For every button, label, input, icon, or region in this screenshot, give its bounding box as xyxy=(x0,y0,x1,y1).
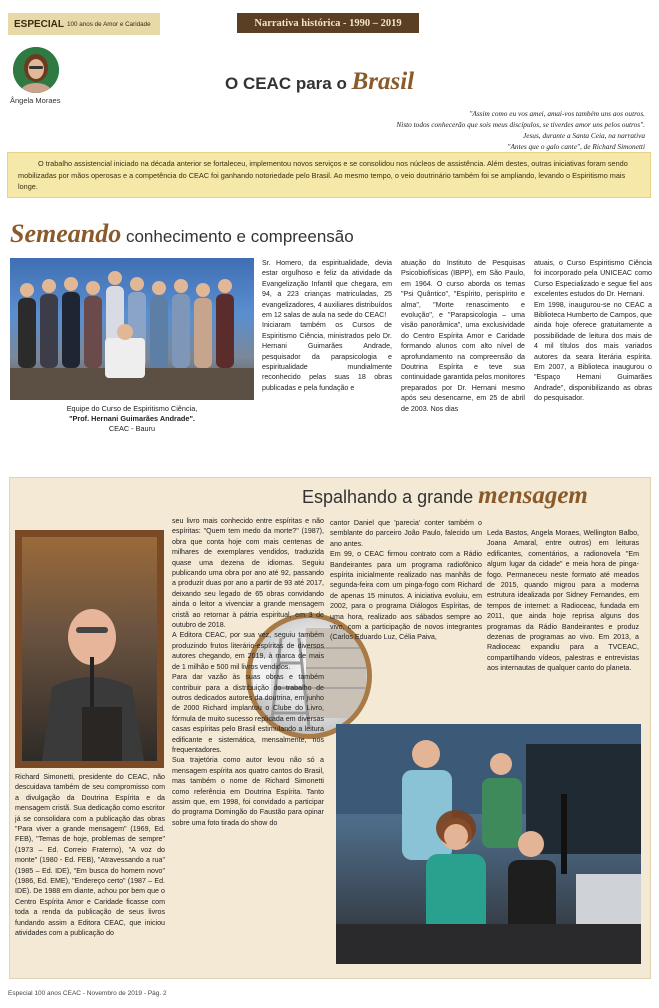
section1-column: atuação do Instituto de Pesquisas Psicobiofísicas (IBPP), em São Paulo, em 1964. O curso aborda os temas "Psi Quântico", "Espírito, perispírito e alma", "Morte renascimento e evolução", e "Parapsicologia – uma visão panorâmica", uma exclusividade do Centro Espírita Amor e Caridade formando alunos com alto nível de aprofundamento na compreensão da Doutrina Espírita e teve sua continuidade garantida pelos monitores preparados por Dr. Hernani mesmo após seu desencarne, em 25 de abril de 2003. Nos dias xyxy=(401,259,525,413)
section1-title-rest: conhecimento e compreensão xyxy=(121,227,354,246)
section1-title-emphasis: Semeando xyxy=(10,219,122,248)
author-name: Ângela Moraes xyxy=(10,96,61,105)
caption-line: CEAC - Bauru xyxy=(108,424,156,433)
narrative-banner: Narrativa histórica - 1990 – 2019 xyxy=(237,13,419,33)
epigraph-line: Nisto todos conhecerão que sois meus discípulos, se tiverdes amor uns pelos outros". xyxy=(396,120,645,129)
section2-column: Richard Simonetti, presidente do CEAC, não descuidava também de seu compromisso com a divulgação da Doutrina Espírita e da mensagem cristã. Sua dedicação como escritor já se consolidara com a publicação das obras "Para viver a grande mensagem" (1969, Ed. FEB), "Temas de hoje, problemas de sempre" (1973 – Ed. Correio Fraterno), "A voz do monte" (1980 - Ed. FEB), "Atravessando a rua" (1985 – Ed. IDE), "Em busca do homem novo" (1986, Ed. EME), "Endereço certo" (1987 – Ed. IDE). De 1988 em diante, achou por bem que o Centro Espírita Amor e Caridade ficasse com toda a renda da publicação de seus livros fundando assim a Editora CEAC, que iniciou atividades com a publicação do xyxy=(15,773,165,938)
epigraph xyxy=(225,108,645,152)
section-header xyxy=(8,13,160,35)
section1-title xyxy=(10,219,354,249)
epigraph-line: "Antes que o galo cante", de Richard Simonetti xyxy=(507,142,645,151)
team-photo-caption xyxy=(10,404,254,434)
page-title-emphasis: Brasil xyxy=(351,68,415,95)
team-photo xyxy=(10,258,254,400)
page-title xyxy=(225,68,414,96)
section1-column: atuais, o Curso Espiritismo Ciência foi incorporado pela UNICEAC como Curso Especializado e segue fiel aos excelentes estudos do Dr. Hernani. Em 1998, inaugurou-se no CEAC a Biblioteca Humberto de Campos, que ainda hoje oferece gratuitamente a possibilidade de leitura dos mais de 4 mil títulos dos mais variados autores da seara literária espírita. Em 2007, a Biblioteca inaugurou o "Espaço Hemani Guimarães Andrade", disponibilizando as obras do pesquisador. xyxy=(534,259,652,403)
intro-box: O trabalho assistencial iniciado na década anterior se fortaleceu, implementou novos serviços e se consolidou nos núcleos de assistência. Além destes, outras iniciativas foram sendo mobilizadas por mãos operosas e a competência do CEAC foi ganhando notoriedade pelo Brasil. Ao mesmo tempo, o veio doutrinário também foi se ampliando, levando o Espiritismo mais longe. xyxy=(7,152,651,198)
section-kicker: ESPECIAL xyxy=(14,18,65,30)
radio-studio-photo xyxy=(336,724,641,964)
caption-line: "Prof. Hernani Guimarães Andrade". xyxy=(69,414,195,423)
speaker-photo xyxy=(15,530,164,768)
section1-column: Sr. Homero, da espiritualidade, devia estar orgulhoso e feliz da atividade da Evangelização Infantil que chegara, em 94, a 223 crianças matriculadas, 25 evangelizadores, 4 auxiliares distribuídos em 12 salas de aula na sede do CEAC! Iniciaram também os Cursos de Espiritismo Ciência, ministrados pelo Dr. Hernani Guimarães Andrade, pesquisador da parapsicologia e espiritualidade mundialmente reconhecido pelas suas 18 obras publicadas e pela fundação e xyxy=(262,259,392,392)
section2-title-emphasis: mensagem xyxy=(478,482,588,509)
section2-column: Leda Bastos, Angela Moraes, Wellington Balbo, Joana Amaral, entre outros) em leituras edificantes, comentários, a radionovela "Em algum lugar da cidade" e meia hora de pinga-fogo. Permaneceu neste formato até meados de 2015, quando migrou para a moderna estrutura idealizada por Sidney Fernandes, em tempos de internet: a Radioceac, fundada em 2011, que ainda hoje reprisa alguns dos programas da Rádio Bandeirantes e produz dezenas de programas ao vivo. Em 2013, a Radioceac expandiu para a TVCEAC, compartilhando vídeos, palestras e entrevistas aos internautas de qualquer canto do planeta. xyxy=(487,529,639,673)
section-subtitle: 100 anos de Amor e Caridade xyxy=(67,20,151,28)
section2-title xyxy=(302,482,588,510)
page-footer: Especial 100 anos CEAC - Novembro de 2019 - Pág. 2 xyxy=(8,990,167,997)
section2-title-rest: Espalhando a grande xyxy=(302,487,479,507)
page-title-prefix: O CEAC para o xyxy=(225,74,352,93)
epigraph-line: Jesus, durante a Santa Ceia, na narrativa xyxy=(522,131,645,140)
section2-column: seu livro mais conhecido entre espíritas e não espíritas: "Quem tem medo da morte?" (1987), obra que conta hoje com mais centenas de milhares de exemplares vendidos, traduzida quase uma dezena de idiomas. Seguiu publicando uma obra por ano até 92, passando a produzir duas por ano a partir de 93 até 2017, deixando seu legado de 65 obras convidando ainda o leitor a vivenciar a grande mensagem cristã ao retornar à pátria espiritual, em 3 de outubro de 2018. A Editora CEAC, por sua vez, seguiu também produzindo frutos literário-espíritas de diversos autores chegando, em 2019, à marca de mais de 1 milhão e 500 mil livros vendidos. Para dar vazão às suas obras e também contribuir para a distribuição do trabalho de outros dedicados autores da doutrina, em junho de 2000 Richard implantou o Clube do Livro, fórmula de muito sucesso replicada em diversas casas espíritas pelo Brasil estimulando a leitura edificante e sistemática, mensalmente, nos frequentadores. Sua trajetória como autor levou não só a mensagem espírita aos quatro cantos do Brasil, mas também o nome de Richard Simonetti como referência em Doutrina Espírita. Tanto assim que, em 1998, foi convidado a participar do programa Domingão do Faustão para opinar sobre uma foto tirada do show do xyxy=(172,517,324,827)
section2-column: cantor Daniel que 'parecia' conter também o semblante do parceiro João Paulo, falecido um ano antes. Em 99, o CEAC firmou contrato com a Rádio Bandeirantes para um programa radiofônico espírita inicialmente realizado nas manhãs de segunda-feira com um pinga-fogo com Richard de apenas 15 minutos. A iniciativa evoluiu, em 2002, para o programa Diálogos Espíritas, de uma hora, realizado aos sábados sempre ao vivo, com a participação de novos integrantes (Carlos Eduardo Luz, Célia Paiva, xyxy=(330,519,482,642)
epigraph-line: "Assim como eu vos amei, amai-vos também uns aos outros. xyxy=(469,109,645,118)
author-avatar xyxy=(13,47,59,93)
caption-line: Equipe do Curso de Espiritismo Ciência, xyxy=(66,404,198,413)
